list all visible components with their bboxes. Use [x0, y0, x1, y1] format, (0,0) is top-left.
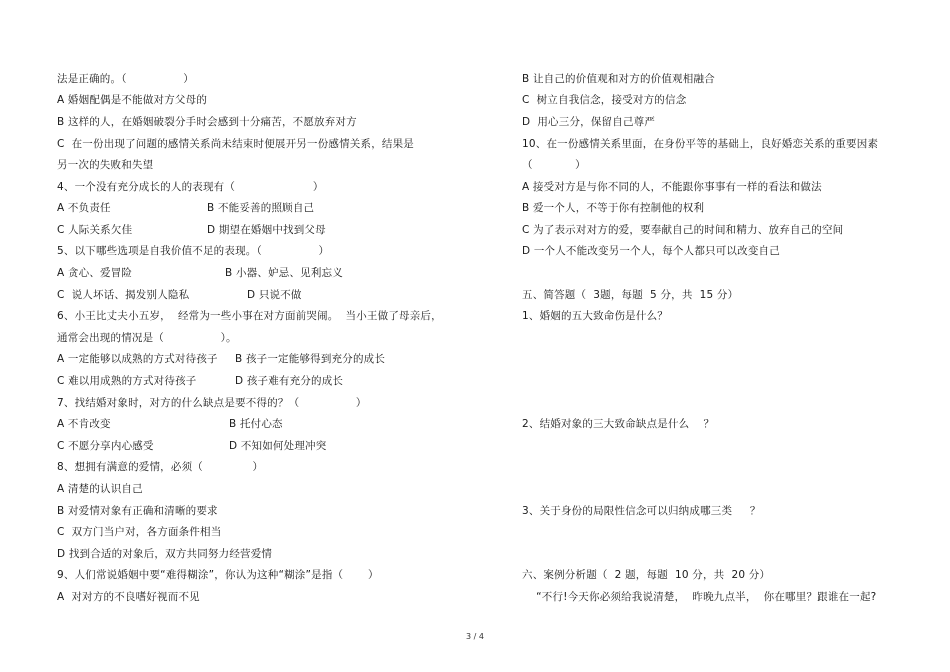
text-line	[522, 568, 770, 582]
line-text: B 这样的人，在婚姻破裂分手时会感到十分痛苦，不愿放弃对方	[57, 116, 357, 128]
line-text: 3、关于身份的局限性信念可以归纳成哪三类 ？	[522, 505, 761, 517]
line-text: A 接受对方是与你不同的人，不能跟你事事有一样的看法和做法	[522, 181, 822, 193]
line-text: 9、人们常说婚姻中要“难得糊涂”，你认为这种“糊涂”是指（ ）	[57, 569, 379, 581]
text-line	[57, 396, 367, 410]
text-line	[57, 115, 357, 129]
line-text: C 树立自我信念，接受对方的信念	[522, 94, 687, 106]
text-line	[57, 309, 442, 323]
line-text: 5、以下哪些选项是自我价值不足的表现。（ ）	[57, 245, 330, 257]
text-line	[522, 158, 586, 172]
text-line	[522, 590, 876, 604]
line-text: 法是正确的。（ ）	[57, 73, 194, 85]
line-text: A 一定能够以成熟的方式对待孩子	[57, 353, 218, 365]
text-line	[57, 590, 200, 604]
text-line	[522, 180, 822, 194]
text-line	[57, 223, 326, 237]
text-line	[57, 547, 272, 561]
text-line	[522, 137, 878, 151]
text-line	[57, 352, 386, 366]
text-line	[522, 115, 655, 129]
text-line	[57, 504, 218, 518]
line-text: D 找到合适的对象后，双方共同努力经营爱情	[57, 548, 273, 560]
text-line	[57, 288, 302, 302]
line-text: B 让自己的价值观和对方的价值观相融合	[522, 73, 715, 85]
line-text: B 爱一个人，不等于你有控制他的权利	[522, 202, 705, 214]
text-line	[522, 223, 843, 237]
line-text: A 清楚的认识自己	[57, 483, 143, 495]
line-text: 五、简答题（ 3题，每题 5 分，共 15 分）	[522, 289, 739, 301]
text-line	[522, 288, 738, 302]
line-text: 1、婚姻的五大致命伤是什么？	[522, 310, 668, 322]
option-text: D 不知如何处理冲突	[229, 440, 327, 452]
line-text: A 贪心、爱冒险	[57, 267, 133, 279]
text-line	[57, 158, 153, 172]
text-line	[57, 93, 207, 107]
line-text: C 人际关系欠佳	[57, 224, 133, 236]
line-text: 7、找结婚对象时，对方的什么缺点是要不得的？（ ）	[57, 397, 367, 409]
text-line	[57, 374, 344, 388]
text-line	[57, 417, 283, 431]
option-text: B 孩子一定能够得到充分的成长	[235, 353, 386, 365]
line-text: C 双方门当户对，各方面条件相当	[57, 526, 222, 538]
text-line	[57, 72, 194, 86]
line-text: 4、一个没有充分成长的人的表现有（ ）	[57, 181, 324, 193]
line-text: 另一次的失败和失望	[57, 159, 154, 171]
text-line	[57, 460, 263, 474]
text-line	[57, 439, 327, 453]
text-line	[57, 244, 329, 258]
line-text: C 难以用成熟的方式对待孩子	[57, 375, 197, 387]
line-text: D 用心三分，保留自己尊严	[522, 116, 656, 128]
line-text: 6、小王比丈夫小五岁， 经常为一些小事在对方面前哭闹。 当小王做了母亲后，	[57, 310, 442, 322]
text-line	[57, 180, 324, 194]
line-text: 2、结婚对象的三大致命缺点是什么 ？	[522, 418, 715, 430]
line-text: A 婚姻配偶是不能做对方父母的	[57, 94, 208, 106]
option-text: D 孩子难有充分的成长	[235, 375, 344, 387]
text-line	[57, 201, 315, 215]
text-line	[522, 93, 686, 107]
line-text: B 对爱情对象有正确和清晰的要求	[57, 505, 218, 517]
line-text: C 为了表示对对方的爱，要奉献自己的时间和精力、放弃自己的空间	[522, 224, 844, 236]
text-line	[57, 266, 343, 280]
text-line	[522, 504, 761, 518]
text-line	[522, 417, 714, 431]
text-line	[522, 309, 668, 323]
line-text: 通常会出现的情况是（ ）。	[57, 332, 237, 344]
line-text: 10、在一份感情关系里面，在身份平等的基础上，良好婚恋关系的重要因素	[522, 138, 879, 150]
line-text: A 不肯改变	[57, 418, 111, 430]
line-text: C 说人坏话、揭发别人隐私	[57, 289, 190, 301]
text-line	[57, 525, 221, 539]
line-text: A 不负责任	[57, 202, 111, 214]
option-text: B 不能妥善的照顾自己	[207, 202, 315, 214]
text-line	[57, 482, 143, 496]
line-text: “不行!今天你必须给我说清楚， 昨晚九点半， 你在哪里？跟谁在一起?	[522, 591, 877, 603]
line-text: C 在一份出现了问题的感情关系尚未结束时便展开另一份感情关系，结果是	[57, 138, 415, 150]
line-text: A 对对方的不良嗜好视而不见	[57, 591, 200, 603]
text-line	[57, 331, 237, 345]
line-text: D 一个人不能改变另一个人，每个人都只可以改变自己	[522, 245, 780, 257]
text-line	[57, 568, 379, 582]
option-text: D 期望在婚姻中找到父母	[207, 224, 326, 236]
line-text: C 不愿分享内心感受	[57, 440, 154, 452]
text-line	[522, 72, 715, 86]
page-number: 3 / 4	[466, 632, 484, 641]
option-text: B 小器、妒忌、见利忘义	[225, 267, 343, 279]
option-text: D 只说不做	[247, 289, 302, 301]
line-text: 8、想拥有满意的爱情，必须（ ）	[57, 461, 264, 473]
line-text: 六、案例分析题（ 2 题，每题 10 分，共 20 分）	[522, 569, 771, 581]
option-text: B 托付心态	[229, 418, 283, 430]
text-line	[522, 201, 704, 215]
text-line	[57, 137, 414, 151]
text-line	[522, 244, 780, 258]
line-text: （ ）	[522, 159, 586, 171]
